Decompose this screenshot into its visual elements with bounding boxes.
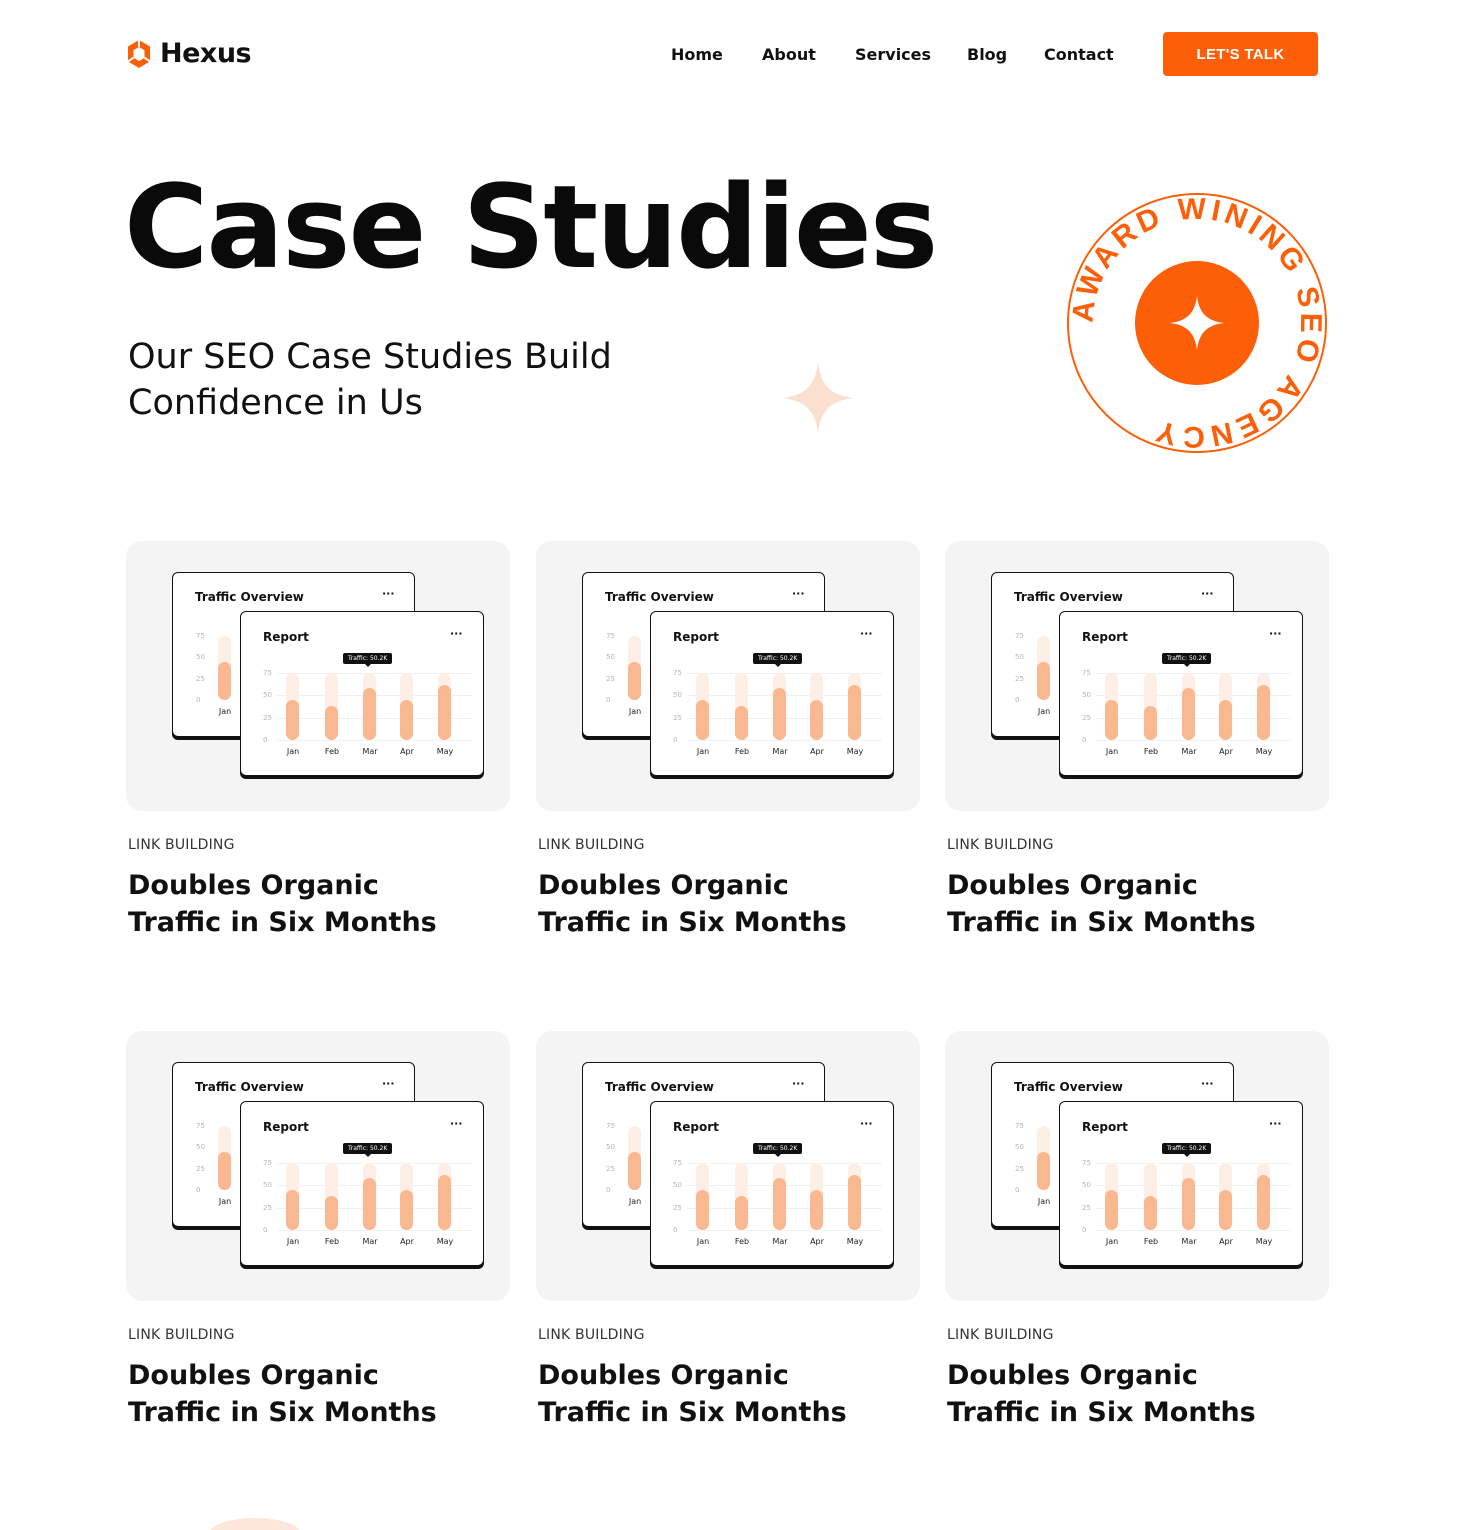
gridline xyxy=(1096,740,1291,741)
panel-title: Traffic Overview xyxy=(195,1080,304,1094)
page-title: Case Studies xyxy=(124,161,937,295)
panel-title: Traffic Overview xyxy=(1014,590,1123,604)
chart-tooltip: Traffic: 50.2K xyxy=(1162,1143,1211,1154)
bar-jan xyxy=(696,1190,709,1230)
bar-mar xyxy=(773,1178,786,1230)
card-title[interactable]: Doubles Organic Traffic in Six Months xyxy=(947,1360,1256,1428)
x-tick-label: Jan xyxy=(628,1197,642,1206)
y-tick-label: 50 xyxy=(263,1181,272,1190)
bar-apr xyxy=(1219,700,1232,740)
bar-may xyxy=(1257,685,1270,740)
y-tick-label: 25 xyxy=(673,1203,682,1212)
x-tick-label: Jan xyxy=(696,1237,710,1246)
nav-blog[interactable]: Blog xyxy=(967,45,1008,64)
ellipsis-icon: ··· xyxy=(1269,1117,1282,1130)
card-image[interactable] xyxy=(536,1031,920,1301)
ellipsis-icon: ··· xyxy=(382,1077,395,1090)
x-tick-label: Jan xyxy=(218,1197,232,1206)
panel-title: Report xyxy=(673,630,719,644)
card-category: LINK BUILDING xyxy=(128,1327,235,1343)
card-title[interactable]: Doubles Organic Traffic in Six Months xyxy=(947,870,1256,938)
bar-mar xyxy=(363,688,376,740)
ellipsis-icon: ··· xyxy=(450,1117,463,1130)
card-image[interactable] xyxy=(945,541,1329,811)
panel-title: Traffic Overview xyxy=(605,590,714,604)
y-tick-label: 75 xyxy=(673,669,682,677)
bar-jan xyxy=(696,700,709,740)
panel-title: Traffic Overview xyxy=(1014,1080,1123,1094)
chart-tooltip: Traffic: 50.2K xyxy=(1162,653,1211,664)
x-tick-label: Jan xyxy=(1037,707,1051,716)
y-tick-label: 25 xyxy=(196,674,205,683)
bar-jan xyxy=(286,1190,299,1230)
logo-text: Hexus xyxy=(160,38,252,69)
x-tick-label: May xyxy=(436,1237,454,1246)
award-badge xyxy=(1062,188,1332,458)
panel-title: Report xyxy=(1082,1120,1128,1134)
chart-tooltip: Traffic: 50.2K xyxy=(343,653,392,664)
y-tick-label: 50 xyxy=(1082,1181,1091,1190)
x-tick-label: Jan xyxy=(1105,747,1119,756)
y-tick-label: 0 xyxy=(1015,1186,1020,1194)
x-tick-label: Mar xyxy=(362,1237,378,1246)
y-tick-label: 25 xyxy=(606,674,615,683)
bar-apr xyxy=(400,700,413,740)
card-title[interactable]: Doubles Organic Traffic in Six Months xyxy=(538,870,847,938)
panel-title: Traffic Overview xyxy=(605,1080,714,1094)
y-tick-label: 75 xyxy=(606,1122,615,1130)
card-image[interactable] xyxy=(536,541,920,811)
x-tick-label: Apr xyxy=(1219,1237,1233,1246)
x-tick-label: Mar xyxy=(362,747,378,756)
bar-may xyxy=(848,1175,861,1230)
y-tick-label: 0 xyxy=(196,1186,201,1194)
y-tick-label: 0 xyxy=(606,696,611,704)
card-category: LINK BUILDING xyxy=(947,837,1054,853)
bar-apr xyxy=(810,700,823,740)
card-category: LINK BUILDING xyxy=(947,1327,1054,1343)
y-tick-label: 75 xyxy=(263,669,272,677)
bar-mar xyxy=(363,1178,376,1230)
report-panel xyxy=(650,1101,894,1266)
y-tick-label: 75 xyxy=(1082,1159,1091,1167)
y-tick-label: 75 xyxy=(1015,632,1024,640)
report-panel xyxy=(1059,611,1303,776)
x-tick-label: May xyxy=(436,747,454,756)
bar-jan xyxy=(1037,1152,1050,1190)
y-tick-label: 50 xyxy=(263,691,272,700)
x-tick-label: Feb xyxy=(1143,1237,1159,1246)
bar-jan xyxy=(286,700,299,740)
panel-title: Report xyxy=(1082,630,1128,644)
y-tick-label: 0 xyxy=(263,1226,268,1234)
report-panel xyxy=(240,611,484,776)
y-tick-label: 25 xyxy=(1082,713,1091,722)
y-tick-label: 50 xyxy=(673,691,682,700)
bar-mar xyxy=(773,688,786,740)
x-tick-label: May xyxy=(846,1237,864,1246)
bar-feb xyxy=(1144,1196,1157,1230)
y-tick-label: 0 xyxy=(196,696,201,704)
y-tick-label: 75 xyxy=(673,1159,682,1167)
y-tick-label: 75 xyxy=(1015,1122,1024,1130)
y-tick-label: 25 xyxy=(1015,1164,1024,1173)
x-tick-label: Apr xyxy=(810,747,824,756)
x-tick-label: May xyxy=(1255,747,1273,756)
y-tick-label: 25 xyxy=(263,1203,272,1212)
y-tick-label: 25 xyxy=(606,1164,615,1173)
bar-may xyxy=(1257,1175,1270,1230)
sparkle-icon xyxy=(782,362,854,434)
bar-mar xyxy=(1182,1178,1195,1230)
bar-feb xyxy=(735,1196,748,1230)
x-tick-label: Jan xyxy=(286,1237,300,1246)
card-category: LINK BUILDING xyxy=(128,837,235,853)
x-tick-label: Apr xyxy=(1219,747,1233,756)
nav-services[interactable]: Services xyxy=(855,45,932,64)
card-category: LINK BUILDING xyxy=(538,1327,645,1343)
x-tick-label: Jan xyxy=(218,707,232,716)
bar-may xyxy=(848,685,861,740)
y-tick-label: 25 xyxy=(263,713,272,722)
chart-tooltip: Traffic: 50.2K xyxy=(753,1143,802,1154)
x-tick-label: Apr xyxy=(810,1237,824,1246)
x-tick-label: Jan xyxy=(1037,1197,1051,1206)
nav-contact[interactable]: Contact xyxy=(1044,45,1114,64)
lets-talk-button[interactable]: LET'S TALK xyxy=(1163,32,1318,76)
bar-jan xyxy=(1037,662,1050,700)
y-tick-label: 50 xyxy=(606,1143,615,1152)
bar-jan xyxy=(218,662,231,700)
y-tick-label: 0 xyxy=(1082,736,1087,744)
x-tick-label: Jan xyxy=(286,747,300,756)
y-tick-label: 75 xyxy=(196,632,205,640)
ellipsis-icon: ··· xyxy=(382,587,395,600)
badge-text: AWARD WINING SEO AGENCY xyxy=(1066,192,1328,454)
y-tick-label: 0 xyxy=(263,736,268,744)
x-tick-label: Feb xyxy=(1143,747,1159,756)
y-tick-label: 75 xyxy=(263,1159,272,1167)
bar-jan xyxy=(1105,700,1118,740)
card-category: LINK BUILDING xyxy=(538,837,645,853)
y-tick-label: 25 xyxy=(1015,674,1024,683)
y-tick-label: 0 xyxy=(673,1226,678,1234)
x-tick-label: Feb xyxy=(734,747,750,756)
y-tick-label: 25 xyxy=(1082,1203,1091,1212)
bar-mar xyxy=(1182,688,1195,740)
bar-may xyxy=(438,1175,451,1230)
x-tick-label: May xyxy=(846,747,864,756)
report-panel xyxy=(650,611,894,776)
y-tick-label: 50 xyxy=(673,1181,682,1190)
report-panel xyxy=(240,1101,484,1266)
bar-feb xyxy=(325,706,338,740)
card-image[interactable] xyxy=(126,541,510,811)
x-tick-label: Mar xyxy=(772,747,788,756)
x-tick-label: Feb xyxy=(734,1237,750,1246)
bar-jan xyxy=(628,662,641,700)
y-tick-label: 50 xyxy=(1082,691,1091,700)
bar-apr xyxy=(810,1190,823,1230)
chart-tooltip: Traffic: 50.2K xyxy=(343,1143,392,1154)
ellipsis-icon: ··· xyxy=(860,627,873,640)
bar-apr xyxy=(400,1190,413,1230)
x-tick-label: Apr xyxy=(400,747,414,756)
card-title[interactable]: Doubles Organic Traffic in Six Months xyxy=(128,870,437,938)
y-tick-label: 75 xyxy=(606,632,615,640)
y-tick-label: 50 xyxy=(196,653,205,662)
x-tick-label: Apr xyxy=(400,1237,414,1246)
chart-tooltip: Traffic: 50.2K xyxy=(753,653,802,664)
gridline xyxy=(687,740,882,741)
y-tick-label: 75 xyxy=(1082,669,1091,677)
y-tick-label: 0 xyxy=(1082,1226,1087,1234)
x-tick-label: Jan xyxy=(628,707,642,716)
ellipsis-icon: ··· xyxy=(1269,627,1282,640)
ellipsis-icon: ··· xyxy=(792,587,805,600)
ellipsis-icon: ··· xyxy=(450,627,463,640)
ellipsis-icon: ··· xyxy=(1201,1077,1214,1090)
ellipsis-icon: ··· xyxy=(860,1117,873,1130)
bar-apr xyxy=(1219,1190,1232,1230)
nav-about[interactable]: About xyxy=(762,45,816,64)
gridline xyxy=(277,740,472,741)
y-tick-label: 0 xyxy=(1015,696,1020,704)
x-tick-label: Mar xyxy=(1181,747,1197,756)
report-panel xyxy=(1059,1101,1303,1266)
card-title[interactable]: Doubles Organic Traffic in Six Months xyxy=(538,1360,847,1428)
panel-title: Report xyxy=(263,1120,309,1134)
y-tick-label: 50 xyxy=(1015,1143,1024,1152)
nav-home[interactable]: Home xyxy=(671,45,723,64)
x-tick-label: Mar xyxy=(1181,1237,1197,1246)
x-tick-label: Mar xyxy=(772,1237,788,1246)
bar-jan xyxy=(218,1152,231,1190)
x-tick-label: May xyxy=(1255,1237,1273,1246)
y-tick-label: 50 xyxy=(1015,653,1024,662)
gridline xyxy=(1096,1230,1291,1231)
x-tick-label: Jan xyxy=(696,747,710,756)
card-image[interactable] xyxy=(126,1031,510,1301)
bar-feb xyxy=(735,706,748,740)
bar-feb xyxy=(325,1196,338,1230)
panel-title: Report xyxy=(673,1120,719,1134)
gridline xyxy=(277,1230,472,1231)
y-tick-label: 50 xyxy=(606,653,615,662)
card-image[interactable] xyxy=(945,1031,1329,1301)
ellipsis-icon: ··· xyxy=(1201,587,1214,600)
x-tick-label: Feb xyxy=(324,1237,340,1246)
bar-jan xyxy=(1105,1190,1118,1230)
bar-feb xyxy=(1144,706,1157,740)
panel-title: Traffic Overview xyxy=(195,590,304,604)
bar-may xyxy=(438,685,451,740)
card-title[interactable]: Doubles Organic Traffic in Six Months xyxy=(128,1360,437,1428)
y-tick-label: 0 xyxy=(606,1186,611,1194)
ellipsis-icon: ··· xyxy=(792,1077,805,1090)
y-tick-label: 50 xyxy=(196,1143,205,1152)
y-tick-label: 0 xyxy=(673,736,678,744)
site-header xyxy=(0,0,1457,110)
bar-jan xyxy=(628,1152,641,1190)
gridline xyxy=(687,1230,882,1231)
y-tick-label: 25 xyxy=(673,713,682,722)
decorative-blob xyxy=(210,1518,300,1530)
x-tick-label: Jan xyxy=(1105,1237,1119,1246)
hero-subtitle: Our SEO Case Studies Build Confidence in Us xyxy=(128,337,612,423)
y-tick-label: 75 xyxy=(196,1122,205,1130)
y-tick-label: 25 xyxy=(196,1164,205,1173)
panel-title: Report xyxy=(263,630,309,644)
x-tick-label: Feb xyxy=(324,747,340,756)
